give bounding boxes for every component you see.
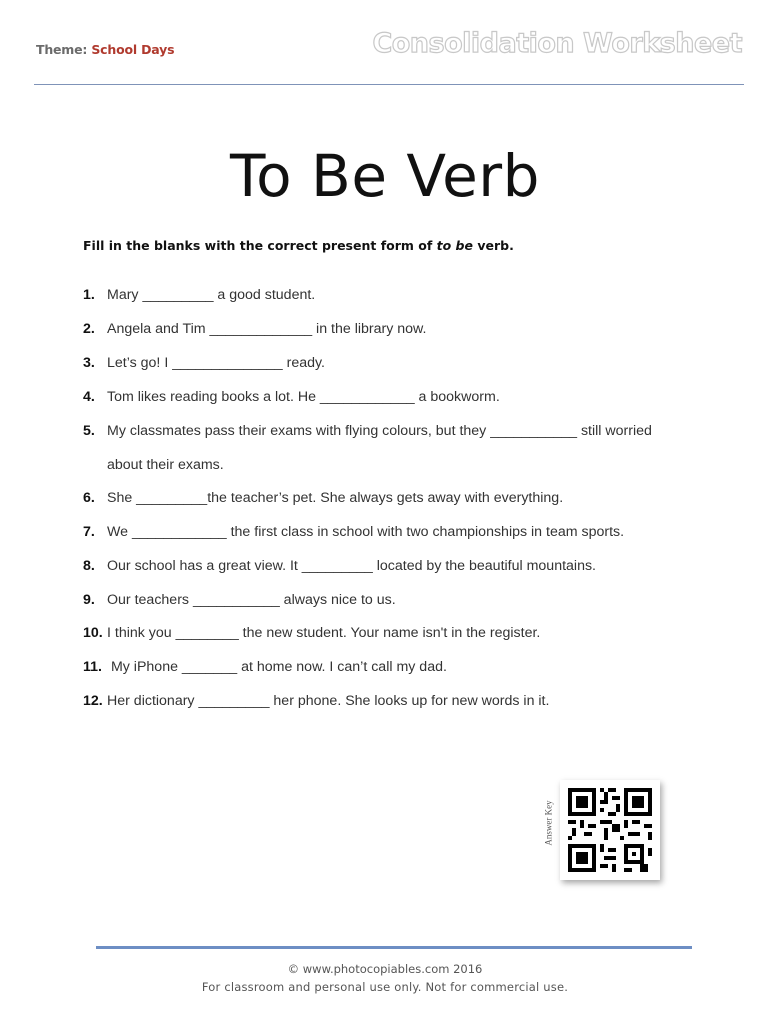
question-text: My classmates pass their exams with flying colours, but they ___________ still worried [107, 423, 652, 439]
question-number: 4. [83, 389, 95, 405]
qr-code-icon[interactable] [560, 780, 660, 880]
answer-key-block [540, 778, 670, 883]
worksheet-title: Consolidation Worksheet [372, 28, 742, 59]
question-item [83, 287, 315, 303]
question-number: 1. [83, 287, 95, 303]
question-text-continuation: about their exams. [107, 457, 224, 473]
question-text: Our teachers ___________ always nice to us. [107, 592, 396, 608]
question-number: 11. [83, 659, 102, 675]
question-item [83, 389, 500, 405]
footer-usage: For classroom and personal use only. Not for commercial use. [201, 980, 569, 994]
question-text: Angela and Tim _____________ in the library now. [107, 321, 427, 337]
question-item [83, 693, 549, 709]
question-item [83, 524, 624, 540]
instructions [83, 238, 514, 253]
question-text: We ____________ the first class in school with two championships in team sports. [107, 524, 625, 540]
header-divider [34, 84, 744, 85]
footer-divider [96, 946, 692, 949]
answer-key-label: Answer Key [543, 800, 554, 846]
question-number: 8. [83, 558, 95, 574]
question-number: 2. [83, 321, 95, 337]
instructions-text: Fill in the blanks with the correct present form of [83, 238, 437, 253]
question-number: 5. [83, 423, 95, 439]
question-text: Our school has a great view. It _________ located by the beautiful mountains. [107, 558, 596, 574]
question-item [83, 625, 540, 641]
question-number: 6. [83, 490, 95, 506]
question-number: 7. [83, 524, 95, 540]
question-text: Let’s go! I ______________ ready. [107, 355, 325, 371]
theme-value: School Days [91, 42, 175, 57]
question-number: 12. [83, 693, 103, 709]
question-item [83, 592, 396, 608]
question-number: 3. [83, 355, 95, 371]
instructions-text-end: verb. [472, 238, 514, 253]
question-item [83, 321, 426, 337]
question-text: She _________the teacher’s pet. She always gets away with everything. [107, 490, 564, 506]
question-number: 9. [83, 592, 95, 608]
question-text: Tom likes reading books a lot. He ____________ a bookworm. [107, 389, 500, 405]
instructions-emphasis: to be [436, 238, 473, 253]
question-item [83, 490, 563, 506]
page-title: To Be Verb [230, 142, 540, 210]
theme-label: Theme: [36, 42, 88, 57]
question-number: 10. [83, 625, 103, 641]
question-item [83, 558, 596, 574]
question-text: I think you ________ the new student. Your name isn't in the register. [107, 625, 541, 641]
question-text: Her dictionary _________ her phone. She looks up for new words in it. [107, 693, 550, 709]
question-continuation [83, 457, 224, 473]
question-text: Mary _________ a good student. [107, 287, 316, 303]
question-item [83, 659, 447, 675]
footer-copyright: © www.photocopiables.com 2016 [287, 962, 483, 976]
theme-line [36, 42, 174, 57]
qr-code-graphic [560, 780, 660, 880]
question-item [83, 423, 652, 439]
question-text: My iPhone _______ at home now. I can’t call my dad. [107, 659, 447, 675]
question-item [83, 355, 325, 371]
